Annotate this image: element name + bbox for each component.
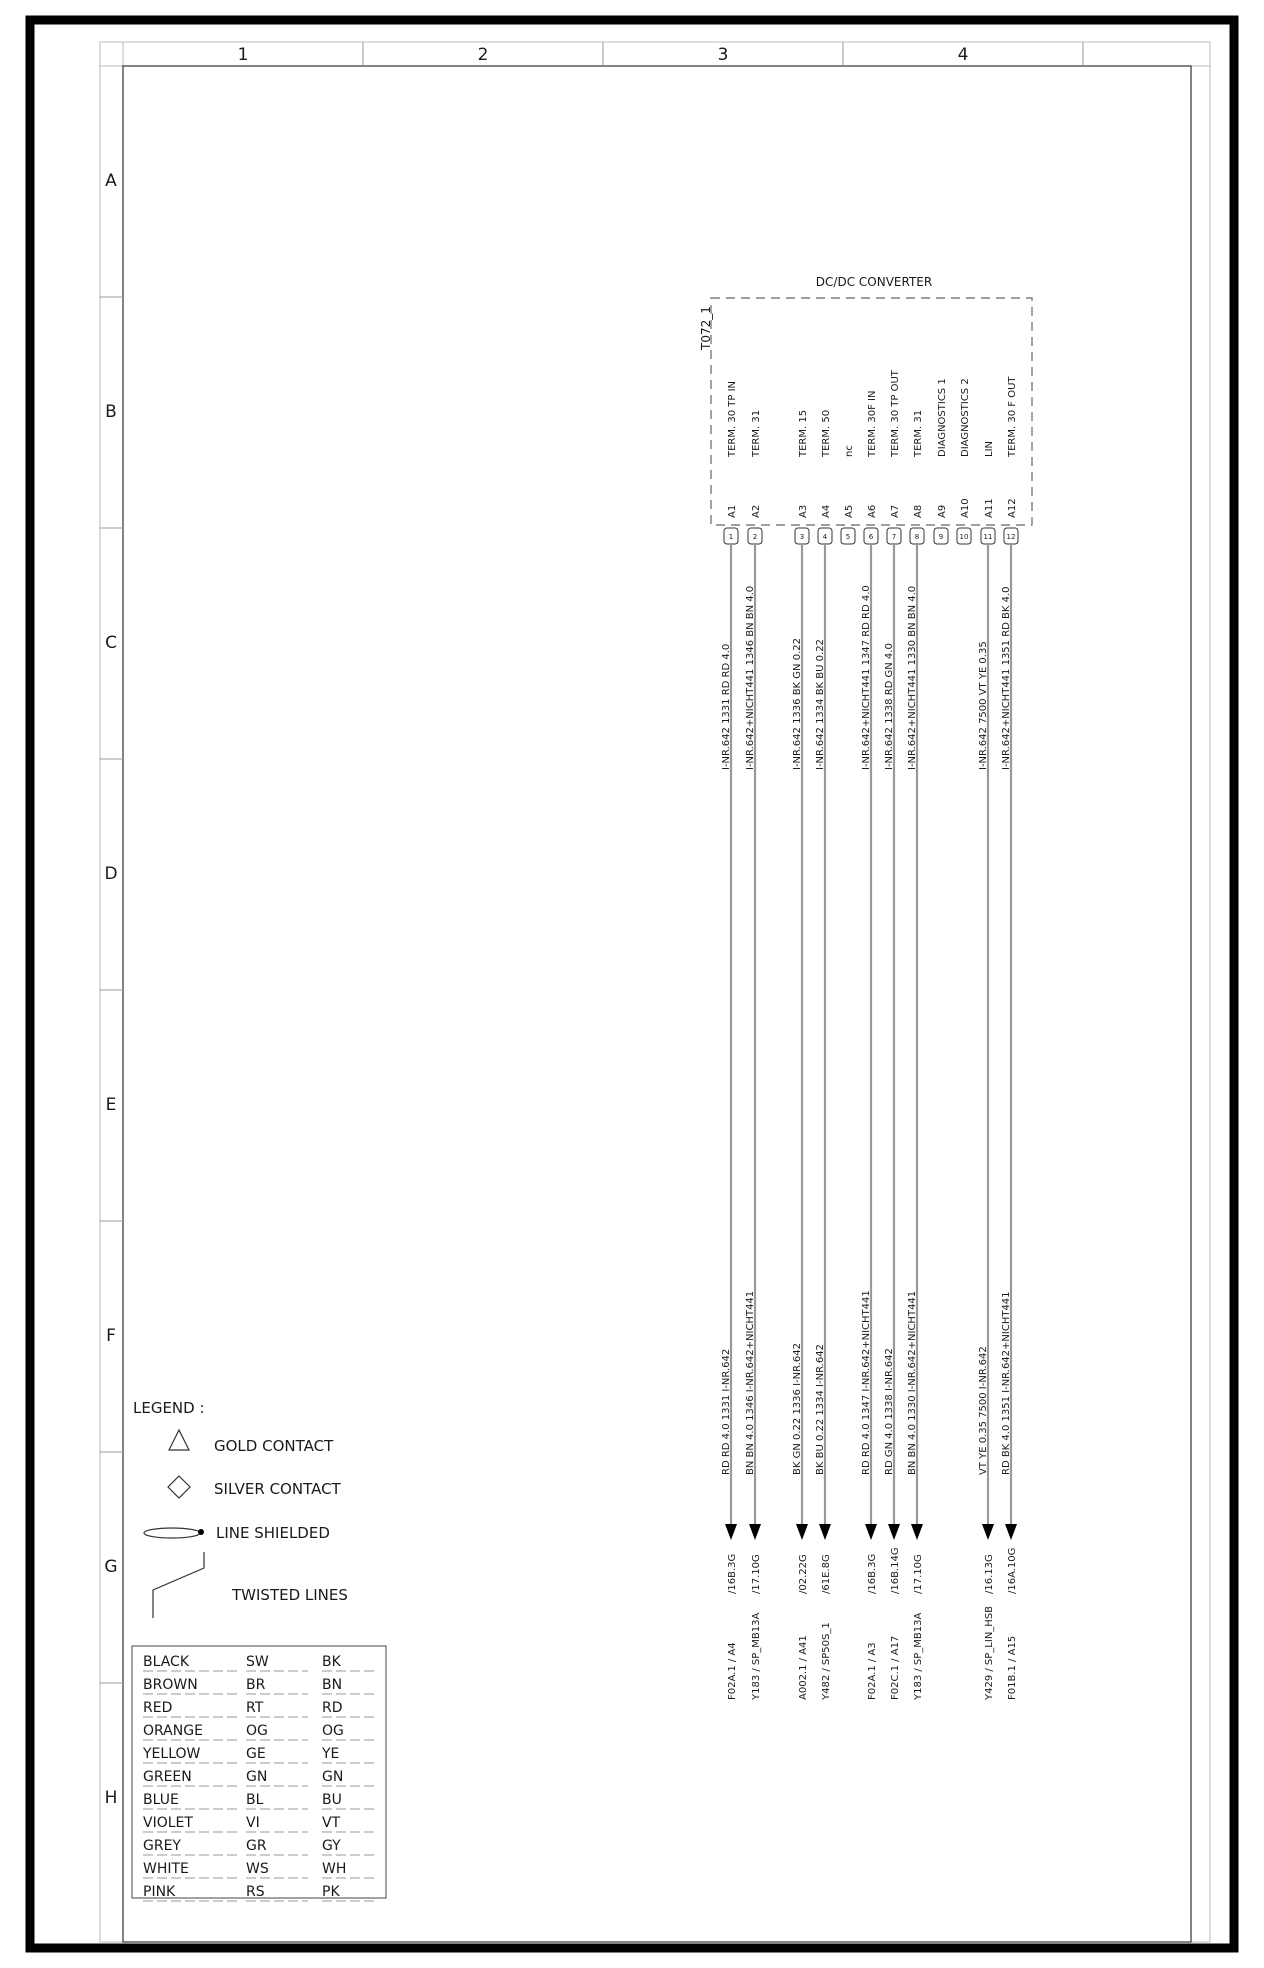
pin-number: 9	[938, 533, 944, 541]
color-code-table	[132, 1646, 386, 1901]
pins-layer	[721, 369, 1018, 1701]
pin-id-label: A6	[867, 504, 878, 518]
row-label-b: B	[105, 402, 117, 422]
wire-cross-reference: /16B.3G	[867, 1553, 878, 1594]
color-table-row	[143, 1654, 376, 1671]
color-table-row	[143, 1723, 376, 1740]
pin-a3	[792, 410, 809, 1700]
row-label-c: C	[105, 633, 117, 653]
wire-cross-reference: /16.13G	[984, 1554, 995, 1594]
wire-destination: F01B.1 / A15	[1007, 1635, 1018, 1700]
wire-cross-reference: /17.10G	[913, 1554, 924, 1594]
pin-function-label: TERM. 30F IN	[867, 390, 878, 457]
pin-a12	[1001, 376, 1018, 1700]
wire-label-bottom: RD RD 4.0 1331 I-NR.642	[721, 1348, 732, 1475]
pin-function-label: TERM. 30 TP OUT	[890, 370, 901, 457]
color-table-cell: BK	[322, 1654, 341, 1670]
pin-number: 4	[822, 533, 828, 541]
wire-label-bottom: BN BN 4.0 1330 I-NR.642+NICHT441	[907, 1290, 918, 1475]
pin-number: 2	[752, 533, 758, 541]
wire-label-top: I-NR.642 1338 RD GN 4.0	[884, 643, 895, 770]
pin-id-label: A10	[960, 498, 971, 518]
outer-frame	[30, 20, 1234, 1948]
legend-title: LEGEND :	[133, 1399, 205, 1417]
wire-label-bottom: VT YE 0.35 7500 I-NR.642	[978, 1346, 989, 1475]
row-label-d: D	[104, 864, 118, 884]
pin-number: 8	[914, 533, 920, 541]
wire-arrow	[749, 1524, 761, 1540]
color-table-cell: RD	[322, 1700, 343, 1716]
pin-number: 6	[868, 533, 874, 541]
row-label-h: H	[104, 1788, 118, 1808]
wire-cross-reference: /16A.10G	[1007, 1547, 1018, 1594]
pin-function-label: TERM. 15	[798, 409, 809, 457]
column-label-2: 2	[477, 45, 489, 65]
pin-id-label: A8	[913, 504, 924, 518]
color-table-cell: RS	[246, 1884, 265, 1900]
color-table-cell: GY	[322, 1838, 341, 1854]
wire-arrow	[725, 1524, 737, 1540]
color-table-cell: BU	[322, 1792, 342, 1808]
pin-a7	[884, 369, 901, 1700]
color-table-cell: ORANGE	[143, 1723, 203, 1739]
wire-arrow	[865, 1524, 877, 1540]
connector-id: T072_1	[699, 306, 713, 350]
wire-destination: F02C.1 / A17	[890, 1635, 901, 1700]
color-table-cell: RED	[143, 1700, 173, 1716]
wire-arrow	[911, 1524, 923, 1540]
wire-cross-reference: /16B.14G	[890, 1547, 901, 1594]
row-label-f: F	[106, 1326, 116, 1346]
shielded-line-icon	[144, 1528, 204, 1538]
wire-destination: F02A.1 / A3	[867, 1642, 878, 1700]
pin-id-label: A5	[844, 504, 855, 518]
legend-label-silver-contact: SILVER CONTACT	[214, 1480, 341, 1498]
wire-arrow	[982, 1524, 994, 1540]
color-table-cell: GREY	[143, 1838, 181, 1854]
diamond-icon	[168, 1476, 190, 1498]
wire-label-top: I-NR.642 1331 RD RD 4.0	[721, 643, 732, 770]
pin-a10	[957, 378, 971, 544]
wire-label-top: I-NR.642 1336 BK GN 0.22	[792, 638, 803, 770]
color-table-row	[143, 1700, 376, 1717]
color-table-cell: BLUE	[143, 1792, 179, 1808]
pin-function-label: LIN	[984, 440, 995, 457]
wire-label-bottom: RD BK 4.0 1351 I-NR.642+NICHT441	[1001, 1291, 1012, 1475]
pin-a9	[934, 378, 948, 544]
pin-function-label: TERM. 30 TP IN	[727, 380, 738, 457]
color-table-row	[143, 1769, 376, 1786]
pin-id-label: A9	[937, 504, 948, 518]
wire-label-bottom: RD GN 4.0 1338 I-NR.642	[884, 1348, 895, 1475]
wire-label-top: I-NR.642 7500 VT YE 0.35	[978, 641, 989, 770]
connector-title: DC/DC CONVERTER	[815, 275, 933, 289]
color-table-cell: VT	[322, 1815, 341, 1831]
color-table-cell: BLACK	[143, 1654, 190, 1670]
color-table-cell: BR	[246, 1677, 266, 1693]
color-table-cell: WH	[322, 1861, 347, 1877]
color-table-cell: GREEN	[143, 1769, 192, 1785]
row-label-a: A	[105, 171, 117, 191]
pin-function-label: DIAGNOSTICS 2	[960, 378, 971, 457]
pin-number: 3	[799, 533, 805, 541]
pin-id-label: A4	[821, 504, 832, 518]
pin-a4	[815, 410, 832, 1701]
wire-destination: Y183 / SP_MB13A	[751, 1612, 762, 1700]
pin-function-label: TERM. 31	[913, 409, 924, 457]
twisted-lines-icon	[153, 1552, 204, 1618]
drawing-frame	[123, 66, 1191, 1942]
pin-function-label: nc	[844, 445, 855, 457]
pin-function-label: TERM. 50	[821, 409, 832, 457]
wire-arrow	[796, 1524, 808, 1540]
pin-function-label: TERM. 31	[751, 409, 762, 457]
pin-a5	[841, 445, 855, 544]
wire-destination: Y183 / SP_MB13A	[913, 1612, 924, 1700]
color-table-cell: GN	[246, 1769, 268, 1785]
color-table-row	[143, 1838, 376, 1855]
pin-id-label: A1	[727, 504, 738, 518]
legend-label-twisted-lines: TWISTED LINES	[232, 1586, 348, 1604]
triangle-icon	[169, 1430, 189, 1450]
color-table-cell: BN	[322, 1677, 343, 1693]
wire-label-top: I-NR.642+NICHT441 1351 RD BK 4.0	[1001, 586, 1012, 770]
color-table-cell: WHITE	[143, 1861, 189, 1877]
color-table-cell: YELLOW	[143, 1746, 201, 1762]
wire-label-bottom: BN BN 4.0 1346 I-NR.642+NICHT441	[745, 1290, 756, 1475]
pin-function-label: TERM. 30 F OUT	[1007, 376, 1018, 457]
dc-dc-converter-connector	[699, 275, 1032, 525]
column-markers	[238, 42, 1083, 66]
wire-cross-reference: /02.22G	[798, 1554, 809, 1594]
pin-function-label: DIAGNOSTICS 1	[937, 378, 948, 457]
wire-label-top: I-NR.642+NICHT441 1330 BN BN 4.0	[907, 585, 918, 770]
wire-label-top: I-NR.642 1334 BK BU 0.22	[815, 639, 826, 770]
wire-label-top: I-NR.642+NICHT441 1346 BN BN 4.0	[745, 585, 756, 770]
pin-number: 1	[728, 533, 734, 541]
wire-arrow	[888, 1524, 900, 1540]
color-table-cell: VI	[246, 1815, 260, 1831]
pin-id-label: A2	[751, 504, 762, 518]
wire-arrow	[1005, 1524, 1017, 1540]
wire-cross-reference: /17.10G	[751, 1554, 762, 1594]
color-table-cell: OG	[246, 1723, 268, 1739]
row-markers	[100, 171, 123, 1808]
pin-a6	[861, 391, 878, 1700]
wire-destination: Y482 / SP50S_1	[821, 1622, 832, 1700]
pin-id-label: A12	[1007, 498, 1018, 518]
pin-number: 5	[845, 533, 851, 541]
color-table-cell: OG	[322, 1723, 344, 1739]
legend-label-line-shielded: LINE SHIELDED	[216, 1524, 330, 1542]
color-table-cell: GR	[246, 1838, 267, 1854]
color-table-cell: GE	[246, 1746, 266, 1762]
wire-label-bottom: BK GN 0.22 1336 I-NR.642	[792, 1343, 803, 1475]
pin-id-label: A3	[798, 504, 809, 518]
pin-number: 11	[983, 533, 993, 541]
pin-id-label: A7	[890, 504, 901, 518]
color-table-cell: BL	[246, 1792, 264, 1808]
wire-label-bottom: RD RD 4.0 1347 I-NR.642+NICHT441	[861, 1290, 872, 1475]
pin-a1	[721, 381, 738, 1700]
color-table-row	[143, 1815, 376, 1832]
wire-cross-reference: /61E.8G	[821, 1554, 832, 1594]
color-table-cell: WS	[246, 1861, 269, 1877]
color-table-cell: BROWN	[143, 1677, 198, 1693]
legend	[133, 1399, 348, 1618]
wire-cross-reference: /16B.3G	[727, 1553, 738, 1594]
color-table-row	[143, 1861, 376, 1878]
color-table-row	[143, 1792, 376, 1809]
color-table-cell: PINK	[143, 1884, 176, 1900]
wire-destination: A002.1 / A41	[798, 1635, 809, 1700]
color-table-cell: PK	[322, 1884, 340, 1900]
pin-a11	[978, 441, 995, 1701]
row-label-g: G	[104, 1557, 118, 1577]
color-table-cell: YE	[322, 1746, 340, 1762]
column-label-3: 3	[717, 45, 729, 65]
color-table-cell: SW	[246, 1654, 269, 1670]
pin-id-label: A11	[984, 498, 995, 518]
color-table-row	[143, 1677, 376, 1694]
row-label-e: E	[105, 1095, 117, 1115]
color-table-row	[142, 1746, 376, 1763]
color-table-cell: VIOLET	[143, 1815, 193, 1831]
wire-arrow	[819, 1524, 831, 1540]
wire-label-top: I-NR.642+NICHT441 1347 RD RD 4.0	[861, 585, 872, 770]
color-table-cell: GN	[322, 1769, 344, 1785]
column-label-4: 4	[957, 45, 969, 65]
pin-a2	[745, 410, 762, 1701]
color-table-cell: RT	[246, 1700, 264, 1716]
legend-label-gold-contact: GOLD CONTACT	[214, 1437, 334, 1455]
wire-destination: F02A.1 / A4	[727, 1642, 738, 1700]
pin-number: 10	[959, 533, 969, 541]
pin-number: 12	[1006, 533, 1016, 541]
wire-destination: Y429 / SP_LIN_HSB	[984, 1605, 995, 1700]
pin-a8	[907, 410, 924, 1701]
wire-label-bottom: BK BU 0.22 1334 I-NR.642	[815, 1344, 826, 1475]
column-label-1: 1	[237, 45, 249, 65]
pin-number: 7	[891, 533, 897, 541]
